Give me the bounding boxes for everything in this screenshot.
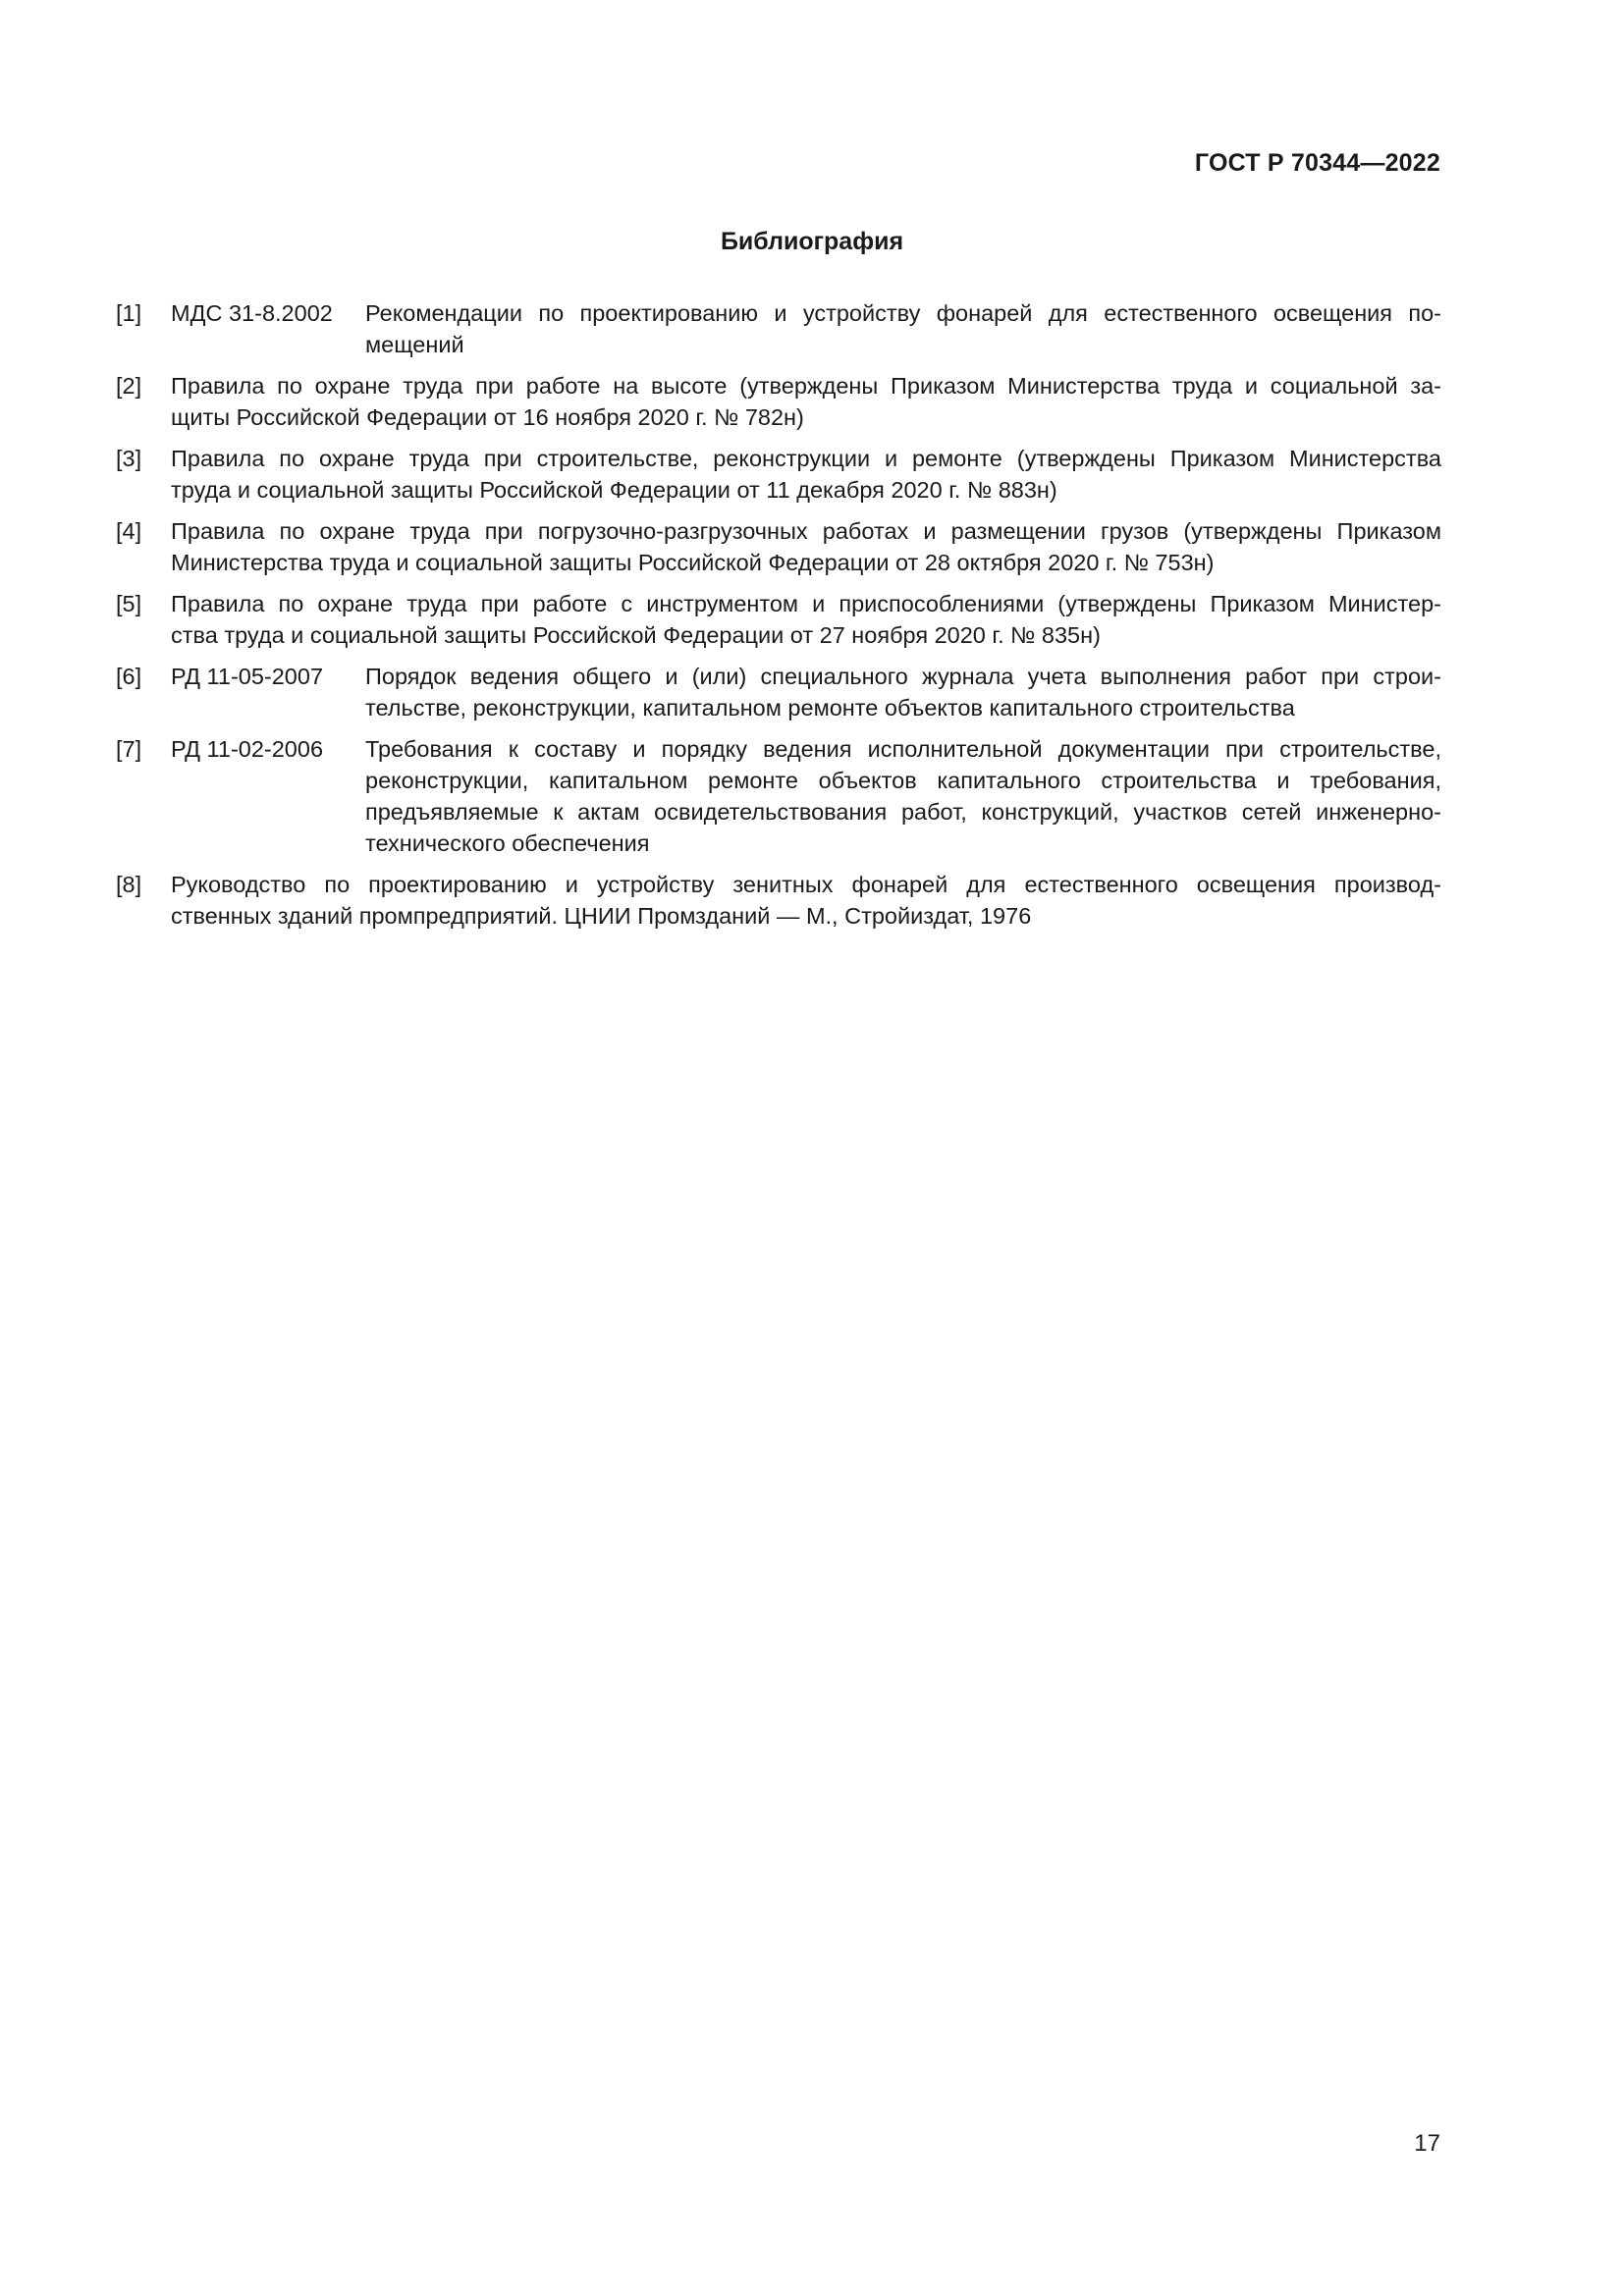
document-code: ГОСТ Р 70344—2022 [1194,149,1440,177]
entry-text [171,515,1441,578]
entry-text [171,443,1441,506]
entry-title [365,297,1441,360]
entry-line: Правила по охране труда при работе с инструментом и приспособлениями (утверждены Приказом Министер- [171,591,1441,616]
entry-document-code: РД 11-05-2007 [171,664,324,689]
bibliography-entry [116,297,1441,360]
entry-title [365,733,1441,859]
bibliography-entry [116,588,1441,651]
entry-line: Правила по охране труда при погрузочно-разгрузочных работах и размещении грузов (утверждены Приказом [171,518,1441,544]
entry-number: [6] [116,664,142,689]
page-number: 17 [1414,2130,1440,2157]
entry-number: [1] [116,300,142,326]
entry-number: [4] [116,518,142,544]
entry-text [171,370,1441,433]
entry-line: мещений [365,332,464,357]
entry-line: ства труда и социальной защиты Российской Федерации от 27 ноября 2020 г. № 835н) [171,622,1101,648]
entry-line: технического обеспечения [365,830,650,856]
bibliography-entry [116,733,1441,859]
entry-number: [8] [116,872,142,897]
entry-line: Руководство по проектированию и устройству зенитных фонарей для естественного освещения производ- [171,872,1441,897]
entry-line: Министерства труда и социальной защиты Российской Федерации от 28 октября 2020 г. № 753н) [171,550,1215,575]
entry-line: реконструкции, капитальном ремонте объектов капитального строительства и требования, [365,768,1441,793]
entry-number: [3] [116,446,142,471]
entry-line: предъявляемые к актам освидетельствования работ, конструкций, участков сетей инженерно- [365,799,1441,825]
section-title: Библиография [720,228,904,255]
entry-text [171,869,1441,932]
bibliography-entry [116,661,1441,723]
entry-line: Правила по охране труда при работе на высоте (утверждены Приказом Министерства труда и социальной за- [171,373,1441,399]
entry-line: Рекомендации по проектированию и устройству фонарей для естественного освещения по- [365,300,1441,326]
entry-title [365,661,1441,723]
bibliography-entry [116,443,1441,506]
bibliography-entry [116,515,1441,578]
bibliography-entry [116,869,1441,932]
bibliography-list [116,297,1441,941]
entry-line: Правила по охране труда при строительстве, реконструкции и ремонте (утверждены Приказом Министерства [171,446,1441,471]
entry-line: труда и социальной защиты Российской Федерации от 11 декабря 2020 г. № 883н) [171,477,1057,503]
entry-line: тельстве, реконструкции, капитальном ремонте объектов капитального строительства [365,695,1295,721]
entry-document-code: РД 11-02-2006 [171,736,324,762]
entry-text [171,588,1441,651]
entry-number: [2] [116,373,142,399]
entry-line: щиты Российской Федерации от 16 ноября 2020 г. № 782н) [171,404,804,430]
entry-line: Порядок ведения общего и (или) специального журнала учета выполнения работ при строи- [365,664,1441,689]
entry-number: [7] [116,736,142,762]
entry-line: ственных зданий промпредприятий. ЦНИИ Промзданий — М., Стройиздат, 1976 [171,903,1032,929]
entry-document-code: МДС 31-8.2002 [171,300,333,326]
bibliography-entry [116,370,1441,433]
entry-number: [5] [116,591,142,616]
entry-line: Требования к составу и порядку ведения исполнительной документации при строительстве, [365,736,1441,762]
